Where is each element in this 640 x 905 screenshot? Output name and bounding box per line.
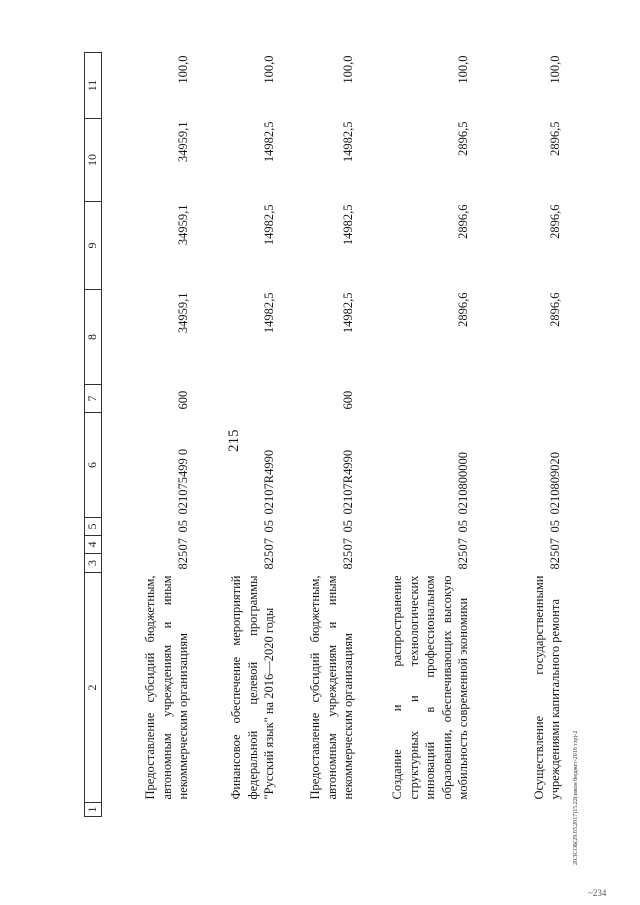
subsection-code: 05 — [262, 520, 277, 533]
amount-col-9: 2896,6 — [456, 204, 471, 239]
expense-type-code: 600 — [176, 390, 191, 410]
amount-col-10: 14982,5 — [341, 121, 356, 163]
page-corner-mark: ~234 — [588, 888, 607, 898]
table-row — [279, 53, 358, 817]
row-number-cell — [193, 803, 279, 817]
header-cell: 4 — [85, 536, 102, 554]
header-cell: 1 — [85, 803, 102, 817]
rotated-table-wrapper — [84, 53, 562, 817]
header-cell: 7 — [85, 385, 102, 413]
target-article-code: 02107R4990 — [262, 449, 277, 515]
target-article-code: 0210809020 — [548, 452, 563, 515]
admin-code: 825 — [456, 550, 471, 570]
table-header-row — [85, 53, 102, 817]
target-article-code: 0210800000 — [456, 452, 471, 515]
subsection-code: 05 — [548, 520, 563, 533]
table-row — [358, 53, 473, 817]
page-number: 215 — [226, 429, 242, 452]
expense-type-code — [473, 385, 565, 413]
section-code: 07 — [456, 538, 471, 551]
row-name: Предоставление субсидий бюджетным, автономным учреждениям и иным некоммерческим организациям — [308, 575, 356, 800]
amount-col-9: 34959,1 — [176, 204, 191, 246]
row-number-cell — [101, 803, 193, 817]
row-name: Предоставление субсидий бюджетным, автономным учреждениям и иным некоммерческим организациям — [143, 575, 191, 800]
header-cell: 8 — [85, 290, 102, 385]
table-row — [473, 53, 565, 817]
section-code: 07 — [548, 538, 563, 551]
expense-type-code — [193, 385, 279, 413]
admin-code: 825 — [262, 550, 277, 570]
subsection-code: 05 — [456, 520, 471, 533]
expense-type-code — [358, 385, 473, 413]
amount-col-10: 2896,5 — [456, 121, 471, 156]
header-cell: 9 — [85, 202, 102, 290]
page-footer-filename: 20.ЗСОБ(29.03.2017)15.22(закон бюджет-2016 тзр)-2 — [573, 730, 579, 865]
amount-col-8: 2896,6 — [548, 292, 563, 327]
table-row — [101, 53, 193, 817]
subsection-code: 05 — [341, 520, 356, 533]
amount-col-10: 34959,1 — [176, 121, 191, 163]
section-code: 07 — [176, 538, 191, 551]
table-row — [193, 53, 279, 817]
header-cell: 10 — [85, 119, 102, 202]
header-cell: 2 — [85, 573, 102, 803]
row-number-cell — [279, 803, 358, 817]
amount-col-8: 14982,5 — [262, 292, 277, 334]
header-cell: 6 — [85, 413, 102, 518]
amount-col-10: 14982,5 — [262, 121, 277, 163]
admin-code: 825 — [341, 550, 356, 570]
header-cell: 11 — [85, 53, 102, 119]
amount-col-9: 2896,6 — [548, 204, 563, 239]
percent-col-11: 100,0 — [176, 55, 191, 84]
header-cell: 5 — [85, 518, 102, 536]
percent-col-11: 100,0 — [456, 55, 471, 84]
percent-col-11: 100,0 — [262, 55, 277, 84]
budget-table — [84, 52, 565, 817]
row-name: Финансовое обеспечение мероприятий федеральной целевой программы "Русский язык" на 2016—2020 годы — [229, 575, 277, 800]
amount-col-8: 34959,1 — [176, 292, 191, 334]
subsection-code: 05 — [176, 520, 191, 533]
amount-col-10: 2896,5 — [548, 121, 563, 156]
amount-col-9: 14982,5 — [262, 204, 277, 246]
row-number-cell — [473, 803, 565, 817]
admin-code: 825 — [176, 550, 191, 570]
target-article-code: 021075499 0 — [176, 448, 191, 515]
amount-col-8: 14982,5 — [341, 292, 356, 334]
section-code: 07 — [262, 538, 277, 551]
target-article-code: 02107R4990 — [341, 449, 356, 515]
row-name: Осуществление государственными учреждениями капитального ремонта — [531, 575, 563, 800]
header-cell: 3 — [85, 554, 102, 573]
amount-col-8: 2896,6 — [456, 292, 471, 327]
admin-code: 825 — [548, 550, 563, 570]
row-number-cell — [358, 803, 473, 817]
row-name: Создание и распространение структурных и технологических инноваций в профессиональном образовании, обеспечивающих высокую мобильность современной экономики — [390, 575, 471, 800]
expense-type-code: 600 — [341, 390, 356, 410]
percent-col-11: 100,0 — [341, 55, 356, 84]
amount-col-9: 14982,5 — [341, 204, 356, 246]
section-code: 07 — [341, 538, 356, 551]
percent-col-11: 100,0 — [548, 55, 563, 84]
